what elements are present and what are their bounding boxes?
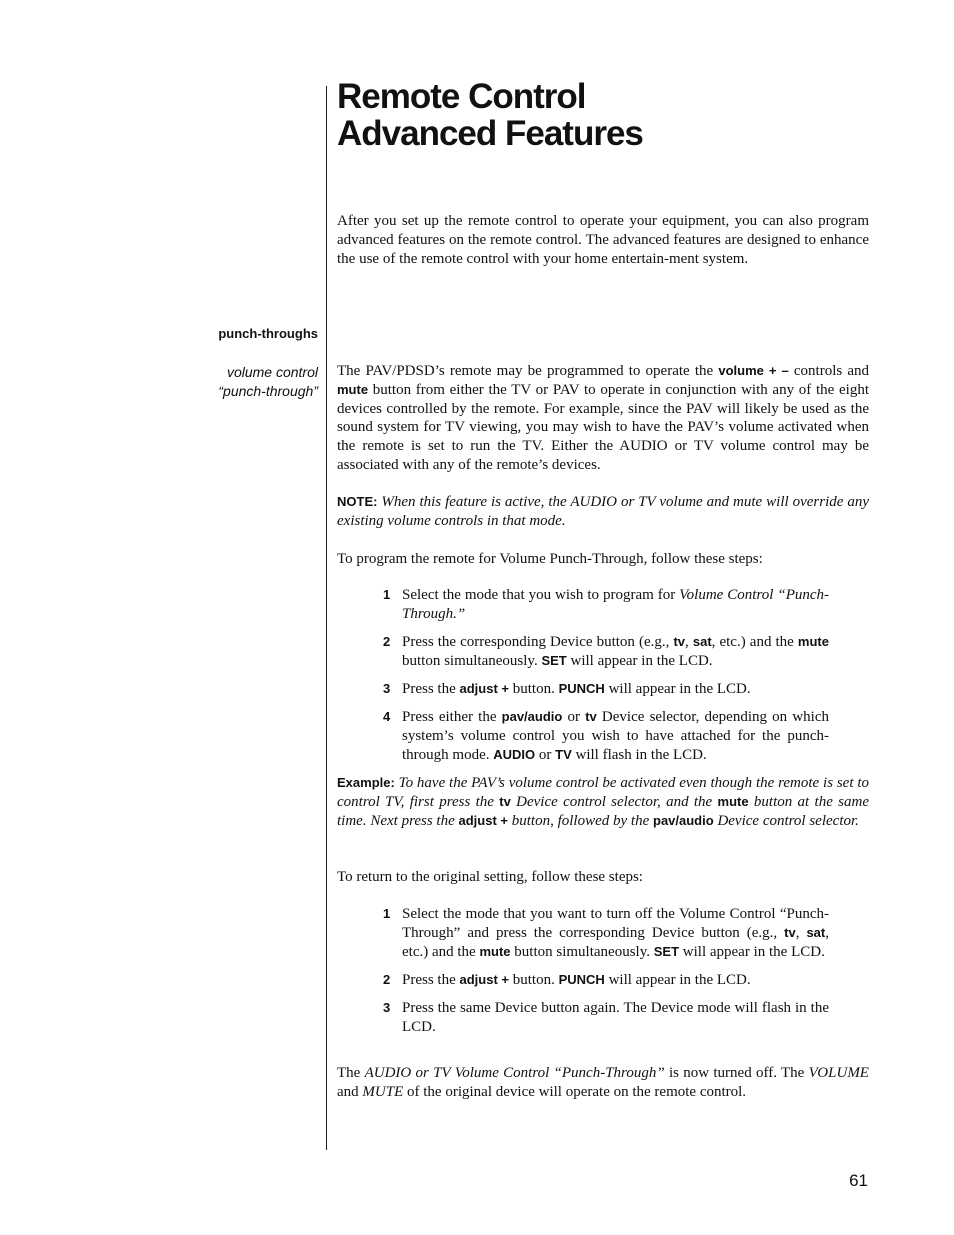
- example-paragraph: [337, 774, 869, 830]
- text: Select the mode that you wish to program for: [402, 587, 680, 603]
- lcd-text: SET: [653, 943, 680, 959]
- step-number: 3: [383, 681, 391, 697]
- text: , etc.) and the: [711, 634, 798, 651]
- step-number: 1: [383, 906, 391, 921]
- list-item: [383, 633, 829, 671]
- list-item: [383, 905, 829, 961]
- text: will appear in the LCD.: [604, 681, 751, 698]
- key-name: pav/audio: [501, 709, 563, 725]
- page-title: [337, 78, 643, 152]
- program-steps-list: [383, 586, 829, 774]
- list-item: [383, 586, 829, 624]
- text: button.: [509, 681, 559, 698]
- key-name: mute: [479, 943, 511, 959]
- key-name: pav/audio: [653, 812, 714, 828]
- key-name: adjust +: [458, 812, 509, 828]
- title-line-2: Advanced Features: [337, 114, 643, 153]
- text: will flash in the LCD.: [571, 747, 707, 764]
- key-name: mute: [717, 793, 749, 809]
- text: Press either the: [402, 709, 502, 726]
- text: will appear in the LCD.: [679, 943, 825, 960]
- note-paragraph: [337, 493, 869, 531]
- text: Press the: [402, 971, 460, 988]
- key-name: sat: [806, 924, 826, 940]
- note-text: When this feature is active, the AUDIO or TV volume and mute will override any existing volume controls in that mode.: [337, 494, 869, 529]
- text: button.: [509, 971, 559, 988]
- text: and: [337, 1083, 363, 1100]
- text: button at the same time. Next press the: [337, 793, 869, 829]
- text: MUTE: [362, 1083, 404, 1100]
- title-line-1: Remote Control: [337, 77, 586, 116]
- intro-paragraph: After you set up the remote control to operate your equipment, you can also program advanced features on the remote control. The advanced features are designed to enhance the use of the remote control with your home entertain-ment system.: [337, 213, 869, 267]
- step-number: 1: [383, 587, 391, 602]
- text: button simultaneously.: [510, 943, 654, 960]
- text: Device control selector, and the: [510, 793, 718, 810]
- text: Press the corresponding Device button (e.g.,: [402, 634, 674, 651]
- text: will appear in the LCD.: [566, 652, 713, 669]
- page-number: 61: [849, 1171, 868, 1190]
- text: is now turned off. The: [664, 1065, 809, 1081]
- list-item: [383, 999, 829, 1037]
- text: Volume Control “Punch-Through.”: [402, 587, 830, 622]
- lcd-text: PUNCH: [558, 971, 605, 987]
- key-name: sat: [692, 634, 712, 650]
- return-steps-list: [383, 905, 829, 1046]
- list-item: [383, 708, 829, 764]
- text: ,: [795, 924, 807, 941]
- text: Device control selector.: [713, 812, 859, 829]
- volume-key: volume + –: [718, 363, 789, 378]
- section-heading: punch-throughs: [218, 326, 318, 341]
- key-name: adjust +: [459, 681, 509, 697]
- text: button from either the TV or PAV to operate in conjunction with any of the eight devices controlled by the remote. For example, since the PAV will likely be used as the sound system for TV viewing, you may wish to have the PAV’s volume activated when the remote is set to run the TV. Either the AUDIO or TV volume control may be associated with any of the remote’s devices.: [337, 381, 869, 473]
- note-label: NOTE:: [337, 494, 378, 509]
- key-name: adjust +: [459, 971, 509, 987]
- lcd-text: TV: [555, 747, 572, 763]
- list-item: [383, 971, 829, 990]
- text: will appear in the LCD.: [604, 971, 751, 988]
- text: or: [562, 709, 586, 726]
- text: button, followed by the: [508, 812, 653, 829]
- step-number: 4: [383, 709, 391, 725]
- example-label: Example:: [337, 775, 395, 790]
- key-name: tv: [784, 924, 796, 940]
- lcd-text: AUDIO: [493, 747, 536, 763]
- lcd-text: SET: [541, 652, 567, 668]
- return-intro: To return to the original setting, follow these steps:: [337, 869, 643, 885]
- text: AUDIO or TV Volume Control “Punch-Through”: [364, 1065, 665, 1081]
- closing-paragraph: [337, 1064, 869, 1102]
- key-name: tv: [499, 793, 511, 809]
- text: controls and: [788, 363, 870, 379]
- text: ,: [685, 634, 693, 651]
- step-number: 2: [383, 971, 391, 987]
- text: The PAV/PDSD’s remote may be programmed to operate the: [337, 363, 719, 379]
- key-name: tv: [673, 634, 686, 650]
- vertical-rule: [326, 86, 327, 1150]
- subsection-heading: [218, 363, 318, 401]
- text: , etc.) and the: [402, 924, 829, 960]
- subsection-heading-line-1: volume control: [226, 364, 318, 380]
- key-name: mute: [797, 634, 829, 650]
- step-number: 3: [383, 1000, 391, 1016]
- step-number: 2: [383, 634, 391, 650]
- text: Press the: [402, 681, 460, 698]
- mute-key: mute: [337, 381, 369, 397]
- text: Device selector, depending on which system’s volume control you wish to have attached for the punch-through mode.: [402, 709, 830, 764]
- key-name: tv: [585, 709, 597, 725]
- text: Select the mode that you want to turn off the Volume Control “Punch-Through” and press the corresponding Device button (e.g.,: [402, 906, 829, 941]
- program-intro: To program the remote for Volume Punch-Through, follow these steps:: [337, 551, 763, 567]
- lcd-text: PUNCH: [558, 681, 605, 697]
- punch-through-description: [337, 362, 869, 475]
- text: or: [535, 747, 556, 764]
- text: The: [337, 1065, 365, 1081]
- text: VOLUME: [808, 1065, 869, 1081]
- list-item: [383, 680, 829, 699]
- text: of the original device will operate on the remote control.: [403, 1083, 747, 1100]
- text: button simultaneously.: [402, 652, 542, 669]
- subsection-heading-line-2: “punch-through”: [218, 383, 318, 399]
- text: To have the PAV’s volume control be activated even though the remote is set to control TV, first press the: [337, 775, 869, 810]
- text: Press the same Device button again. The Device mode will flash in the LCD.: [402, 1000, 829, 1035]
